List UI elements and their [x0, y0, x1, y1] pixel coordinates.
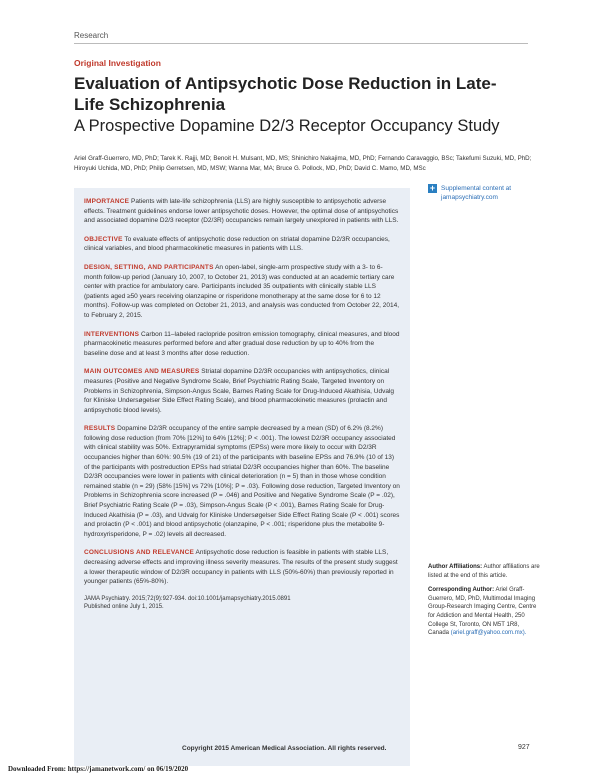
plus-icon: +	[429, 183, 436, 193]
importance-heading: IMPORTANCE	[84, 198, 130, 205]
corresponding-author	[428, 586, 540, 638]
citation-line[interactable]: JAMA Psychiatry. 2015;72(9):927-934. doi:10.1001/jamapsychiatry.2015.0891	[84, 595, 291, 602]
abstract-conclusions	[84, 548, 400, 586]
abstract-importance	[84, 197, 400, 226]
importance-text: Patients with late-life schizophrenia (LLS) are highly susceptible to antipsychotic adverse effects. Treatment guidelines endorse lower antipsychotic doses. However, the optimal dose of antipsychotics and associated dopamine D2/3 receptor (D2/3R) occupancies remain largely unexplored in patients with LLS.	[84, 198, 399, 225]
author-affiliations	[428, 563, 540, 580]
corresponding-text: Ariel Graff-Guerrero, MD, PhD, Multimodal Imaging Group-Research Imaging Centre, Centre for Addiction and Mental Health, 250 College St, Toronto, ON M5T 1R8, Canada	[428, 587, 537, 637]
outcomes-heading: MAIN OUTCOMES AND MEASURES	[84, 368, 200, 376]
abstract-objective	[84, 235, 400, 254]
affiliations-block	[428, 563, 540, 638]
objective-heading: OBJECTIVE	[84, 235, 123, 243]
citation-block	[84, 595, 400, 612]
download-stamp: Downloaded From: https://jamanetwork.com/ on 06/19/2020	[8, 765, 189, 773]
results-heading: RESULTS	[84, 425, 116, 433]
design-text: An open-label, single-arm prospective study with a 3- to 6-month follow-up period (January 10, 2007, to October 21, 2013) was conducted at an academic tertiary care center with practice for ambulatory care. Participants included 35 outpatients with clinically stable LLS (patients aged ≥50 years receiving olanzapine or risperidone monotherapy at the same dose for 6 to 12 months). Follow-up was completed on October 21, 2013, and analysis was conducted from October 22, 2014, to February 2, 2015.	[84, 263, 400, 319]
abstract-outcomes	[84, 367, 400, 415]
article-title: Evaluation of Antipsychotic Dose Reduction in Late-Life Schizophrenia	[74, 74, 497, 114]
abstract-box	[74, 188, 410, 766]
abstract-results	[84, 424, 400, 539]
objective-text: To evaluate effects of antipsychotic dose reduction on striatal dopamine D2/3R occupancies, clinical variables, and blood pharmacokinetic measures in patients with LLS.	[84, 235, 390, 253]
article-type: Original Investigation	[74, 58, 161, 68]
author-list: Ariel Graff-Guerrero, MD, PhD; Tarek K. Rajji, MD; Benoit H. Mulsant, MD, MS; Shinichiro Nakajima, MD, PhD; Fernando Caravaggio, BSc; Takefumi Suzuki, MD, PhD; Hiroyuki Uchida, MD, PhD; Philip Gerretsen, MD, MSW; Wanna Mar, MA; Bruce G. Pollock, MD, PhD; David C. Mamo, MD, MSc	[74, 155, 532, 172]
conclusions-heading: CONCLUSIONS AND RELEVANCE	[84, 549, 195, 557]
conclusions-text: Antipsychotic dose reduction is feasible in patients with stable LLS, decreasing adverse effects and improving illness severity measures. The results of the present study suggest a lower therapeutic window of D2/3R occupancy in patients with LLS (50%-60%) than previously reported in younger patients (65%-80%).	[84, 549, 398, 586]
interventions-heading: INTERVENTIONS	[84, 330, 140, 338]
supplemental-link[interactable]	[428, 184, 538, 202]
page-number: 927	[518, 744, 530, 751]
abstract-design	[84, 263, 400, 321]
interventions-text: Carbon 11–labeled raclopride positron emission tomography, clinical measures, and blood pharmacokinetic measures performed before and after gradual dose reduction by up to 40% from the baseline dose and at least 3 months after dose reduction.	[84, 330, 400, 357]
design-heading: DESIGN, SETTING, AND PARTICIPANTS	[84, 263, 214, 271]
outcomes-text: Striatal dopamine D2/3R occupancies with antipsychotics, clinical measures (Positive and Negative Syndrome Scale, Brief Psychiatric Rating Scale, Targeted Inventory on Problems in Schizophrenia, Simpson-Angus Scale, Barnes Rating Scale for Drug-Induced Akathisia, Udvalg for Kliniske Undersøgelser Side Effect Rating Scale), and blood pharmacokinetic measures (prolactin and antipsychotic blood levels).	[84, 368, 394, 414]
affiliations-text: Author affiliations are listed at the end of this article.	[428, 564, 540, 579]
abstract-interventions	[84, 330, 400, 359]
article-subtitle: A Prospective Dopamine D2/3 Receptor Occupancy Study	[74, 117, 500, 135]
results-text: Dopamine D2/3R occupancy of the entire sample decreased by a mean (SD) of 6.2% (8.2%) following dose reduction (from 70% [12%] to 64% [12%]; P < .001). The lowest D2/3R occupancy associated with clinical stability was 50%. Extrapyramidal symptoms (EPSs) were more likely to occur with D2/3R occupancies higher than 60%: 90.5% (19 of 21) of the participants with baseline EPSs and 76.9% (10 of 13) of the participants with postreduction EPSs had striatal D2/3R occupancies higher than 60%. The baseline D2/3R occupancies were lower in patients with clinical deterioration (n = 5) than in those whose condition remained stable (n = 29) (58% [15%] vs 72% [10%]; P = .03). Following dose reduction, Targeted Inventory on Problems in Schizophrenia score increased (P = .046) and Positive and Negative Syndrome Scale (P = .02), Brief Psychiatric Rating Scale (P = .03), Simpson-Angus Scale (P < .001), Barnes Rating Scale for Drug-Induced Akathisia (P = .03), and Udvalg for Kliniske Undersøgelser Side Effect Rating Scale (P < .001) scores and prolactin (P < .001) and blood antipsychotic (olanzapine, P < .001; risperidone plus the metabolite 9-hydroxyrisperidone, P = .02) levels all decreased.	[84, 425, 400, 538]
affiliations-heading: Author Affiliations:	[428, 564, 483, 570]
copyright-notice: Copyright 2015 American Medical Association. All rights reserved.	[182, 745, 387, 752]
section-label: Research	[74, 31, 109, 40]
published-date: Published online July 1, 2015.	[84, 604, 164, 611]
supplemental-text: Supplemental content at jamapsychiatry.com	[441, 185, 512, 201]
header-divider	[74, 43, 528, 44]
corresponding-email[interactable]: (ariel.graff@yahoo.com.mx).	[450, 630, 527, 637]
corresponding-heading: Corresponding Author:	[428, 587, 495, 594]
